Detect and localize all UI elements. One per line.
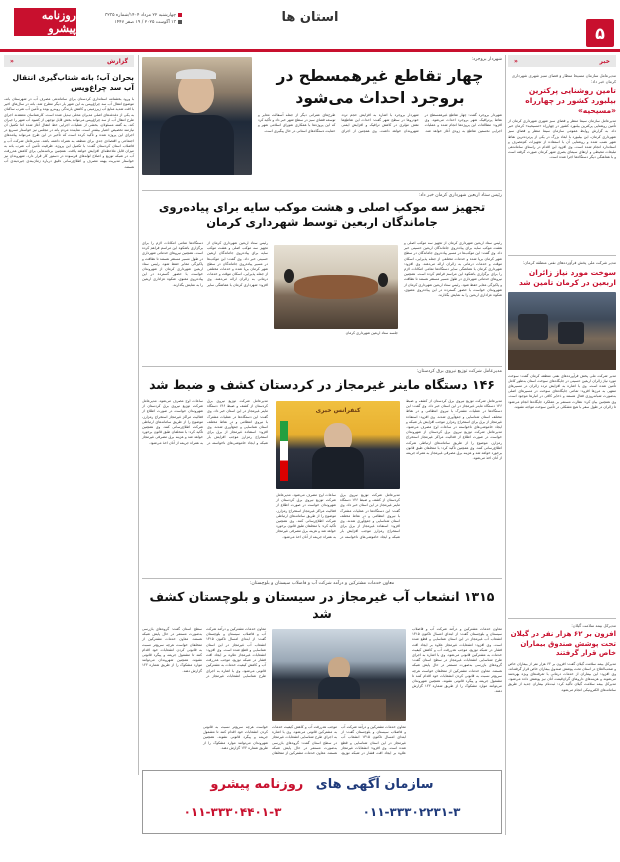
sistan-headline: ۱۳۱۵ انشعاب آب غیرمجاز در سیستان و بلوچستان کشف شد [149,589,495,621]
ad-title [143,777,501,792]
bullet-icon [178,13,182,17]
page-header [0,0,620,52]
story-billboard [508,73,616,251]
date-block [82,12,182,26]
section-bar-news [508,55,616,67]
ad-phone-2: ۰۱۱-۳۳۳۰۴۴۰۱-۳ [183,805,282,819]
story-kicker: مدیر شرکت ملی پخش فرآورده‌های نفتی منطقه کرمان: [522,260,616,265]
chevron-left-icon: « [10,57,14,65]
kurdistan-body-mid: مدیرعامل شرکت توزیع نیروی برق کردستان از کشف و ضبط ۱۴۶ دستگاه ماینر غیرمجاز در این استان خبر داد. وی گفت: این دستگاه‌ها در عملیات مشترک با نیروی انتظامی و در نقاط مختلف استان شناسایی و جمع‌آوری شدند. وی افزود: استفاده غیرمجاز از برق برای استخراج رمزارز موجب افزایش بار شبکه و ایجاد خاموشی‌های ناخواسته در ساعات اوج مصرف می‌شود. مدیرعامل شرکت توزیع نیروی برق کردستان از شهروندان خواست در صورت اطلاع از فعالیت مراکز غیرمجاز استخراج رمزارز، موضوع را از طریق سامانه‌های ارتباطی شرکت اطلاع‌رسانی کنند. وی همچنین تأکید کرد: با متخلفان طبق قانون برخورد خواهد شد و هزینه برق مصرفی غیرمجاز به همراه جریمه از آنان اخذ می‌شود. [276,493,400,539]
story-body: مدیرعامل سازمان سیما منظر و فضای سبز شهری شهرداری کرمان از تأمین روشنایی پرکترین بیلبورد کشور در چهارراه «مسیحیه» کرمان خبر داد. به گزارش روابط عمومی سازمان سیما منظر و فضای سبز شهرداری کرمان، این بیلبورد با ابعاد بزرگ در یکی از پرترددترین نقاط شهر نصب شده و روشنایی آن با استفاده از تجهیزات کم‌مصرف و استاندارد انجام شده است. وی افزود این اقدام در راستای ساماندهی تبلیغات محیطی و ارتقای سیمای بصری شهر کرمان صورت گرفته است و با هماهنگی دیگر دستگاه‌ها اجرا شده است. [508,119,616,160]
story-headline: افزون بر ۶۲ هزار نفر در گیلان تحت پوشش صندوق بیماران خاص قرار گرفتند [510,630,616,657]
press-conference-photo [276,401,400,489]
kerman-body-left: رئیس ستاد اربعین شهرداری کرمان از تجهیز سه موکب اصلی و هشت موکب سایه برای پیاده‌روی جاماندگان اربعین حسینی خبر داد. وی گفت: این موکب‌ها در مسیر پیاده‌روی جاماندگان در سطح شهر کرمان برپا شده و خدمات مختلفی از جمله پذیرایی، اسکان موقت و خدمات درمانی به زائران ارائه می‌دهند. وی افزود: شهرداری کرمان با هماهنگی سایر دستگاه‌ها تمامی امکانات لازم را برای برگزاری باشکوه این مراسم فراهم کرده است. همچنین نیروهای خدماتی شهرداری در طول مسیر مستقر هستند تا نظافت و پاکیزگی معابر حفظ شود. رئیس ستاد اربعین شهرداری کرمان از شهروندان خواست با حضور گسترده در این پیاده‌روی معنوی، شکوه عزاداری اربعین را به نمایش بگذارند. [142,241,268,287]
meeting-photo [508,292,616,370]
divider [142,578,502,579]
top-story-body: شهردار بروجرد گفت: چهار تقاطع غیرهمسطح در نقاط پرترافیک شهر بروجرد احداث می‌شود. وی افزود: مطالعات این پروژه‌ها انجام شده و عملیات اجرایی نخستین تقاطع به زودی آغاز خواهد شد. شهردار بروجرد با اشاره به افزایش حجم تردد خودروها در سطح شهر گفت: احداث این تقاطع‌ها نقش مؤثری در کاهش ترافیک و افزایش ایمنی شهروندان خواهد داشت. وی همچنین از اجرای طرح‌های عمرانی دیگر از جمله آسفالت معابر و توسعه فضای سبز در سطح شهر خبر داد و تأکید کرد که این پروژه‌ها با همکاری شورای اسلامی شهر و حمایت دستگاه‌های استانی در حال پیگیری است. [258,113,502,133]
sistan-body-right: معاون خدمات مشترکین و درآمد شرکت آب و فاضلاب سیستان و بلوچستان گفت: از ابتدای امسال تاکنون ۱۳۱۵ انشعاب آب غیرمجاز در این استان شناسایی و قطع شده است. وی افزود: انشعابات غیرمجاز علاوه بر ایجاد افت فشار در شبکه توزیع، موجب هدررفت آب و کاهش کیفیت خدمات به مشترکین قانونی می‌شود. وی با اشاره به اجرای طرح شناسایی انشعابات غیرمجاز در سطح استان گفت: گروه‌های بازرسی به‌صورت مستمر در حال پایش شبکه هستند. معاون خدمات مشترکین از متخلفان خواست هرچه سریع‌تر نسبت به قانونی کردن انشعابات خود اقدام کنند تا مشمول جریمه و پیگرد قانونی نشوند. همچنین شهروندان می‌توانند موارد مشکوک را از طریق شماره ۱۲۲ گزارش دهند. [412,627,502,694]
report-headline: بحران آب؛ بانه شتاب‌گیری انتقال آب سد چراغ‌ویس [12,73,134,92]
kurdistan-kicker: مدیرعامل شرکت توزیع نیروی برق کردستان: [416,369,502,374]
page-number: ۵ [586,19,614,47]
section-title: استان ها [281,10,339,25]
advertisement-banner [142,770,502,834]
story-kicker: مدیرکل بیمه سلامت گیلان: [571,622,616,628]
story-headline: سوخت مورد نیاز زائران اربعین در کرمان تامین شد [518,267,616,287]
story-body: مدیر شرکت ملی پخش فرآورده‌های نفتی منطقه کرمان گفت: سوخت مورد نیاز زائران اربعین حسینی در جایگاه‌های سوخت استان به‌طور کامل تأمین شده است. وی با اشاره به افزایش تردد زائران در مسیرهای منتهی به مرزها افزود: تمامی جایگاه‌های سوخت در مسیرهای اصلی به‌صورت شبانه‌روزی فعال هستند و ذخایر کافی در انبارها موجود است. وی همچنین بیان کرد: نظارت مستمر بر عملکرد جایگاه‌ها انجام می‌شود تا زائران در طول سفر با هیچ مشکلی در تأمین سوخت مواجه نشوند. [508,373,616,409]
ad-title-part2: روزنامه پیشرو [210,777,304,792]
report-body: با ورود بخشنامه استانداری کردستان برای ساماندهی مصرف آب در شهرستان بانه، موضوع انتقال آب سد چراغ‌ویس به این شهر بار دیگر مطرح شد. بانه در سال‌های اخیر با افت شدید منابع آب زیرزمینی و کاهش بارندگی روبه‌رو بوده و تأمین آب شرب ساکنان به یکی از دغدغه‌های اصلی مدیران محلی تبدیل شده است. کارشناسان معتقدند اجرای طرح انتقال آب از سد چراغ‌ویس می‌تواند بخش قابل توجهی از کمبود آب شهر را جبران کند. به گفته مسئولان، بخشی از عملیات اجرایی خط انتقال آغاز شده اما تکمیل آن نیازمند تخصیص اعتبار بیشتر است. نماینده مردم بانه در مجلس نیز خواستار تسریع در اجرای این پروژه شده و تأکید کرده است که تأخیر در این طرح می‌تواند پیامدهای اجتماعی و اقتصادی جدی برای منطقه به همراه داشته باشد. مدیرعامل شرکت آب و فاضلاب استان کردستان گفت: با تکمیل این پروژه، ظرفیت تأمین آب شرب بانه به میزان قابل ملاحظه‌ای افزایش خواهد یافت. همچنین برنامه‌هایی برای کاهش هدررفت آب در شبکه توزیع و اصلاح لوله‌های فرسوده در دستور کار قرار دارد. شهروندان نیز خواستار مدیریت بهینه مصرف و اطلاع‌رسانی دقیق درباره زمان‌بندی جیره‌بندی آب هستند. [4,97,134,169]
ad-phones [143,805,501,819]
meeting-photo [274,245,398,329]
story-gilan-insurance [508,623,616,862]
photo-caption: جلسه ستاد اربعین شهرداری کرمان [345,331,398,335]
ad-title-part1: سازمان آگهی های [315,777,434,792]
divider [508,618,616,619]
top-story-kicker: شهردار بروجرد: [471,57,502,62]
sistan-body-mid: معاون خدمات مشترکین و درآمد شرکت آب و فاضلاب سیستان و بلوچستان گفت: از ابتدای امسال تاکنون ۱۳۱۵ انشعاب آب غیرمجاز در این استان شناسایی و قطع شده است. وی افزود: انشعابات غیرمجاز علاوه بر ایجاد افت فشار در شبکه توزیع، موجب هدررفت آب و کاهش کیفیت خدمات به مشترکین قانونی می‌شود. وی با اشاره به اجرای طرح شناسایی انشعابات غیرمجاز در سطح استان گفت: گروه‌های بازرسی به‌صورت مستمر در حال پایش شبکه هستند. معاون خدمات مشترکین از متخلفان خواست هرچه سریع‌تر نسبت به قانونی کردن انشعابات خود اقدام کنند تا مشمول جریمه و پیگرد قانونی نشوند. همچنین شهروندان می‌توانند موارد مشکوک را از طریق شماره ۱۲۲ گزارش دهند. [203,725,406,756]
date-line-persian: چهارشنبه ۲۲ مرداد ۱۴۰۴/شماره ۳۲۳۵ [82,12,182,19]
divider [508,255,616,256]
story-body: مدیرکل بیمه سلامت گیلان گفت: افزون بر ۶۲ هزار نفر از بیماران خاص و صعب‌العلاج در استان تحت پوشش صندوق بیماران خاص قرار گرفته‌اند. وی افزود: این بیماران از خدمات درمانی با تعرفه‌های ویژه بهره‌مند می‌شوند و هزینه‌های داروهای گران‌قیمت آنان نیز پوشش داده می‌شود. مدیرکل بیمه سلامت گیلان تأکید کرد: ثبت‌نام بیماران جدید از طریق سامانه‌های الکترونیکی انجام می‌شود. [508,661,616,692]
left-report-column [4,55,134,835]
sistan-body-left: معاون خدمات مشترکین و درآمد شرکت آب و فاضلاب سیستان و بلوچستان گفت: از ابتدای امسال تاکنون ۱۳۱۵ انشعاب آب غیرمجاز در این استان شناسایی و قطع شده است. وی افزود: انشعابات غیرمجاز علاوه بر ایجاد افت فشار در شبکه توزیع، موجب هدررفت آب و کاهش کیفیت خدمات به مشترکین قانونی می‌شود. وی با اشاره به اجرای طرح شناسایی انشعابات غیرمجاز در سطح استان گفت: گروه‌های بازرسی به‌صورت مستمر در حال پایش شبکه هستند. معاون خدمات مشترکین از متخلفان خواست هرچه سریع‌تر نسبت به قانونی کردن انشعابات خود اقدام کنند تا مشمول جریمه و پیگرد قانونی نشوند. همچنین شهروندان می‌توانند موارد مشکوک را از طریق شماره ۱۲۲ گزارش دهند. [142,627,266,678]
kerman-body-right: رئیس ستاد اربعین شهرداری کرمان از تجهیز سه موکب اصلی و هشت موکب سایه برای پیاده‌روی جاماندگان اربعین حسینی خبر داد. وی گفت: این موکب‌ها در مسیر پیاده‌روی جاماندگان در سطح شهر کرمان برپا شده و خدمات مختلفی از جمله پذیرایی، اسکان موقت و خدمات درمانی به زائران ارائه می‌دهند. وی افزود: شهرداری کرمان با هماهنگی سایر دستگاه‌ها تمامی امکانات لازم را برای برگزاری باشکوه این مراسم فراهم کرده است. همچنین نیروهای خدماتی شهرداری در طول مسیر مستقر هستند تا نظافت و پاکیزگی معابر حفظ شود. رئیس ستاد اربعین شهرداری کرمان از شهروندان خواست با حضور گسترده در این پیاده‌روی معنوی، شکوه عزاداری اربعین را به نمایش بگذارند. [404,241,502,298]
portrait-photo [142,57,252,175]
top-story-headline: چهار تقاطع غیرهمسطح در بروجرد احداث می‌شود [276,67,484,107]
story-headline: تامین روشنایی پرکترین بیلبورد کشور در چهارراه «مسیحیه» [525,86,616,115]
meeting-photo [272,629,406,721]
kurdistan-headline: ۱۴۶ دستگاه ماینر غیرمجاز در کردستان کشف و ضبط شد [149,377,495,392]
kurdistan-body-right: مدیرعامل شرکت توزیع نیروی برق کردستان از کشف و ضبط ۱۴۶ دستگاه ماینر غیرمجاز در این استان خبر داد. وی گفت: این دستگاه‌ها در عملیات مشترک با نیروی انتظامی و در نقاط مختلف استان شناسایی و جمع‌آوری شدند. وی افزود: استفاده غیرمجاز از برق برای استخراج رمزارز موجب افزایش بار شبکه و ایجاد خاموشی‌های ناخواسته در ساعات اوج مصرف می‌شود. مدیرعامل شرکت توزیع نیروی برق کردستان از شهروندان خواست در صورت اطلاع از فعالیت مراکز غیرمجاز استخراج رمزارز، موضوع را از طریق سامانه‌های ارتباطی شرکت اطلاع‌رسانی کنند. وی همچنین تأکید کرد: با متخلفان طبق قانون برخورد خواهد شد و هزینه برق مصرفی غیرمجاز به همراه جریمه از آنان اخذ می‌شود. [406,399,502,461]
kerman-headline: تجهیز سه موکب اصلی و هشت موکب سایه برای پیاده‌روی جاماندگان اربعین توسط شهرداری کرمان [158,200,486,229]
bullet-icon [178,20,182,24]
flag-icon [280,421,288,481]
date-line-gregorian: ۱۳ آگوست ۲۰۲۵ / ۱۹ صفر ۱۴۴۷ [82,19,182,26]
header-rule [0,49,620,52]
kurdistan-story [142,369,502,577]
photo-banner: کنفرانس خبری [315,407,361,414]
section-label: گزارش [106,57,128,65]
column-divider [505,55,506,835]
ad-phone-1: ۰۱۱-۳۳۳۰۲۲۳۱-۳ [362,805,461,819]
divider [142,366,502,367]
kurdistan-body-left: مدیرعامل شرکت توزیع نیروی برق کردستان از کشف و ضبط ۱۴۶ دستگاه ماینر غیرمجاز در این استان خبر داد. وی گفت: این دستگاه‌ها در عملیات مشترک با نیروی انتظامی و در نقاط مختلف استان شناسایی و جمع‌آوری شدند. وی افزود: استفاده غیرمجاز از برق برای استخراج رمزارز موجب افزایش بار شبکه و ایجاد خاموشی‌های ناخواسته در ساعات اوج مصرف می‌شود. مدیرعامل شرکت توزیع نیروی برق کردستان از شهروندان خواست در صورت اطلاع از فعالیت مراکز غیرمجاز استخراج رمزارز، موضوع را از طریق سامانه‌های ارتباطی شرکت اطلاع‌رسانی کنند. وی همچنین تأکید کرد: با متخلفان طبق قانون برخورد خواهد شد و هزینه برق مصرفی غیرمجاز به همراه جریمه از آنان اخذ می‌شود. [142,399,268,445]
kerman-story [142,193,502,365]
sistan-kicker: معاون خدمات مشترکین و درآمد شرکت آب و فاضلاب سیستان و بلوچستان: [249,581,395,586]
section-label: خبر [599,57,610,65]
right-news-column [508,55,616,835]
sistan-story [142,581,502,765]
newspaper-logo: روزنامه پیشرو [14,8,76,36]
chevron-left-icon: « [514,57,518,65]
story-arbaeen-fuel [508,260,616,614]
kerman-kicker: رئیس ستاد اربعین شهرداری کرمان خبر داد: [418,193,502,198]
top-story [142,57,502,189]
column-divider [138,55,139,775]
story-kicker: مدیرعامل سازمان مسیحا منظار و فضای سبز شهری شهرداری کرمان خبر داد: [511,73,616,84]
section-bar-report [4,55,134,67]
divider [142,190,502,191]
